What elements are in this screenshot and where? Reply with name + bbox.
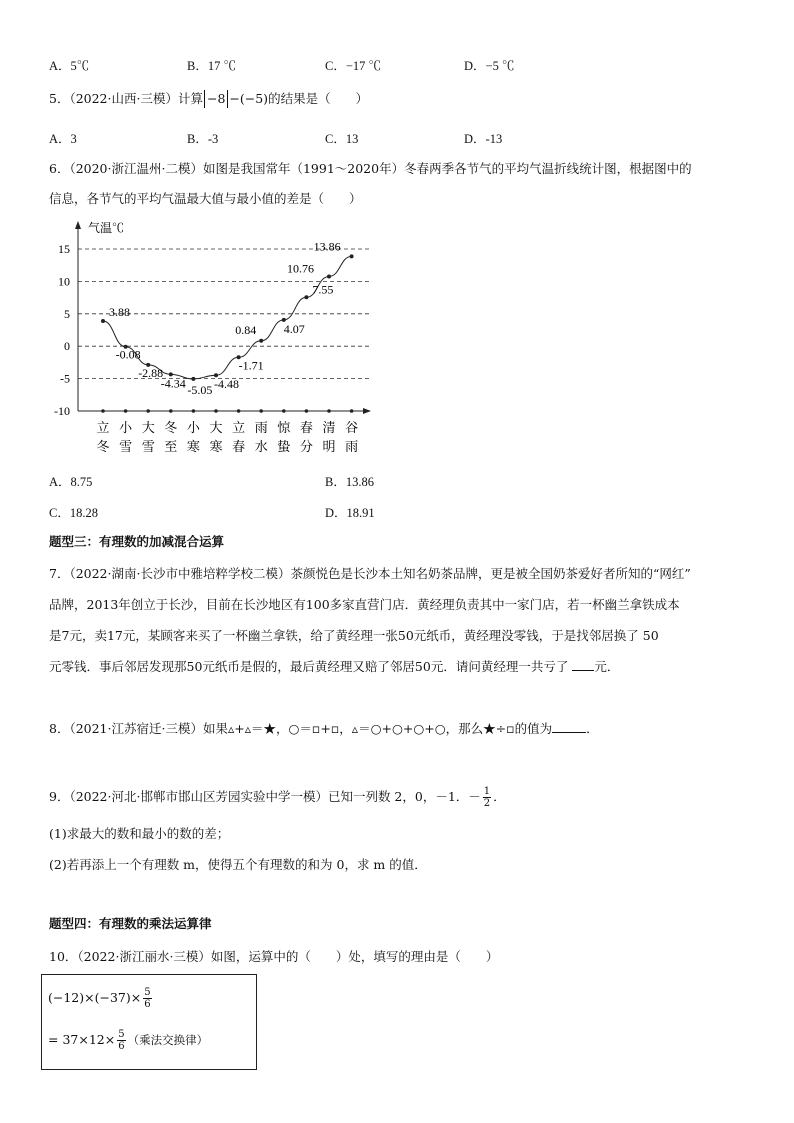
chart-data-point (259, 339, 263, 343)
chart-x-tick-label: 分 (299, 439, 313, 454)
q5-option-a: A．3 (49, 132, 77, 146)
chart-x-tick-dot (237, 409, 241, 413)
chart-x-tick-label: 雪 (141, 439, 155, 454)
chart-x-tick-dot (305, 409, 309, 413)
formula-box (41, 974, 257, 1070)
chart-data-point (350, 254, 354, 258)
chart-x-tick-label: 冬 (164, 420, 178, 435)
chart-x-tick-dot (146, 409, 150, 413)
q7-line3: 是7元，卖17元，某顾客来买了一杯幽兰拿铁，给了黄经理一张50元纸币，黄经理没零钱，于是找邻居换了 50 (49, 628, 659, 643)
q6-option-d: D．18.91 (325, 506, 375, 520)
section-heading-4: 题型四：有理数的乘法运算律 (49, 916, 212, 931)
q4-option-a: A．5℃ (49, 59, 90, 73)
fraction-one-half: $\frac{1}{2}$ (483, 786, 491, 809)
q9-sub2: (2)若再添上一个有理数 m，使得五个有理数的和为 0，求 m 的值． (49, 857, 427, 872)
answer-blank[interactable] (572, 658, 594, 671)
q6-option-b: B．13.86 (325, 475, 374, 489)
chart-y-tick-label: 5 (64, 306, 70, 321)
chart-x-tick-dot (192, 409, 196, 413)
chart-x-tick-label: 大 (141, 420, 155, 435)
chart-y-axis-label: 气温℃ (88, 221, 125, 235)
q4-option-c: C．−17 ℃ (325, 59, 382, 73)
chart-x-tick-label: 冬 (96, 439, 110, 454)
chart-x-tick-dot (101, 409, 105, 413)
q5-option-c: C．13 (325, 132, 359, 146)
formula-row-2: = 37×12× $\frac{5}{6}$ （乘法交换律） (48, 1029, 209, 1052)
chart-y-axis-arrow (75, 221, 81, 229)
answer-blank[interactable] (552, 720, 586, 733)
chart-x-tick-dot (124, 409, 128, 413)
reason-text: （乘法交换律） (127, 1033, 209, 1047)
chart-x-tick-dot (214, 409, 218, 413)
chart-data-point (191, 377, 195, 381)
chart-y-tick-label: 15 (58, 242, 70, 256)
chart-x-tick-label: 谷 (345, 420, 359, 435)
q6-option-c: C．18.28 (49, 506, 98, 520)
chart-y-tick-label: -5 (60, 371, 70, 386)
chart-x-tick-label: 立 (96, 420, 110, 435)
chart-x-tick-label: 雨 (345, 439, 359, 454)
chart-x-tick-label: 小 (186, 420, 200, 435)
chart-x-tick-label: 大 (209, 420, 223, 435)
q8-stem: 8．（2021·江苏宿迁·三模）如果▵+▵＝★，○＝▫+▫，▵＝○+○+○+○，那么★÷▫的值为 ． (49, 721, 599, 736)
chart-data-label: -4.34 (160, 376, 186, 391)
q7-line4: 元零钱．事后邻居发现那50元纸币是假的，最后黄经理又赔了邻居50元．请问黄经理一共亏了 元． (49, 659, 620, 674)
chart-x-tick-label: 寒 (209, 439, 223, 454)
chart-x-tick-label: 雪 (119, 439, 133, 454)
chart-data-label: 3.88 (109, 305, 130, 320)
chart-x-tick-label: 雨 (254, 420, 268, 435)
chart-x-tick-dot (259, 409, 263, 413)
q5-option-d: D．-13 (464, 132, 503, 146)
q6-option-a: A．8.75 (49, 475, 93, 489)
q5-option-b: B．-3 (187, 132, 219, 146)
chart-x-tick-label: 春 (299, 420, 313, 435)
q6-stem-line2: 信息，各节气的平均气温最大值与最小值的差是（ ） (49, 191, 362, 206)
chart-x-tick-label: 立 (232, 420, 246, 435)
chart-data-label: 4.07 (283, 321, 305, 336)
chart-data-point (327, 274, 331, 278)
chart-data-label: 10.76 (287, 261, 314, 276)
chart-x-tick-dot (350, 409, 354, 413)
chart-x-axis-arrow (363, 408, 371, 414)
abs-expression: −8 (204, 90, 228, 108)
chart-data-label: -0.08 (115, 347, 141, 362)
chart-data-label: -4.48 (214, 377, 239, 392)
chart-y-tick-label: 10 (58, 274, 70, 289)
chart-x-tick-label: 至 (164, 439, 178, 454)
chart-y-tick-label: 0 (64, 339, 70, 354)
chart-x-tick-dot (169, 409, 173, 413)
q4-option-d: D．−5 ℃ (464, 59, 515, 73)
chart-data-point (101, 319, 105, 323)
chart-x-tick-label: 明 (322, 439, 336, 454)
chart-x-tick-dot (327, 409, 331, 413)
q9-sub1: (1)求最大的数和最小的数的差； (49, 826, 230, 841)
q4-option-b: B．17 ℃ (187, 59, 236, 73)
q6-stem-line1: 6．（2020·浙江温州·二模）如图是我国常年（1991～2020年）冬春两季各节气的平均气温折线统计图，根据图中的 (49, 161, 692, 176)
q7-line2: 品牌，2013年创立于长沙，目前在长沙地区有100多家直营门店．黄经理负责其中一家门店，若一杯幽兰拿铁成本 (49, 597, 680, 612)
chart-x-tick-label: 春 (232, 439, 246, 454)
q9-stem: 9．（2022·河北·邯郸市邯山区芳园实验中学一模）已知一列数 2，0，－1．－ $\frac{1}{2}$ ． (49, 786, 506, 809)
chart-x-tick-label: 小 (119, 420, 133, 435)
q10-stem: 10．（2022·浙江丽水·三模）如图，运算中的（ ）处，填写的理由是（ ） (49, 949, 499, 964)
chart-y-tick-label: -10 (54, 404, 70, 418)
chart-x-tick-label: 惊 (277, 420, 291, 435)
temperature-line-chart (40, 215, 380, 465)
fraction-five-sixths: $\frac{5}{6}$ (118, 1029, 125, 1052)
chart-x-tick-dot (282, 409, 286, 413)
chart-data-label: -5.05 (187, 382, 213, 397)
q7-line1: 7．（2022·湖南·长沙市中雅培粹学校二模）茶颜悦色是长沙本土知名奶茶品牌，更是被全国奶茶爱好者所知的“网红” (49, 566, 691, 581)
chart-x-tick-label: 蛰 (277, 439, 291, 454)
chart-data-label: 7.55 (312, 282, 334, 297)
chart-data-label: 0.84 (235, 322, 257, 337)
chart-x-tick-label: 清 (322, 420, 336, 435)
section-heading-3: 题型三：有理数的加减混合运算 (49, 534, 225, 549)
chart-data-point (304, 295, 308, 299)
chart-x-tick-label: 水 (254, 439, 268, 454)
q5-stem: 5．（2022·山西·三模）计算 −8 −(−5)的结果是（ ） (49, 91, 369, 106)
chart-x-tick-label: 寒 (186, 439, 200, 454)
fraction-five-sixths: $\frac{5}{6}$ (144, 987, 151, 1010)
chart-data-label: 13.86 (313, 239, 341, 254)
chart-data-label: -2.88 (138, 365, 164, 380)
formula-row-1: (−12)×(−37)× $\frac{5}{6}$ (48, 987, 151, 1010)
chart-data-label: -1.71 (238, 358, 264, 373)
